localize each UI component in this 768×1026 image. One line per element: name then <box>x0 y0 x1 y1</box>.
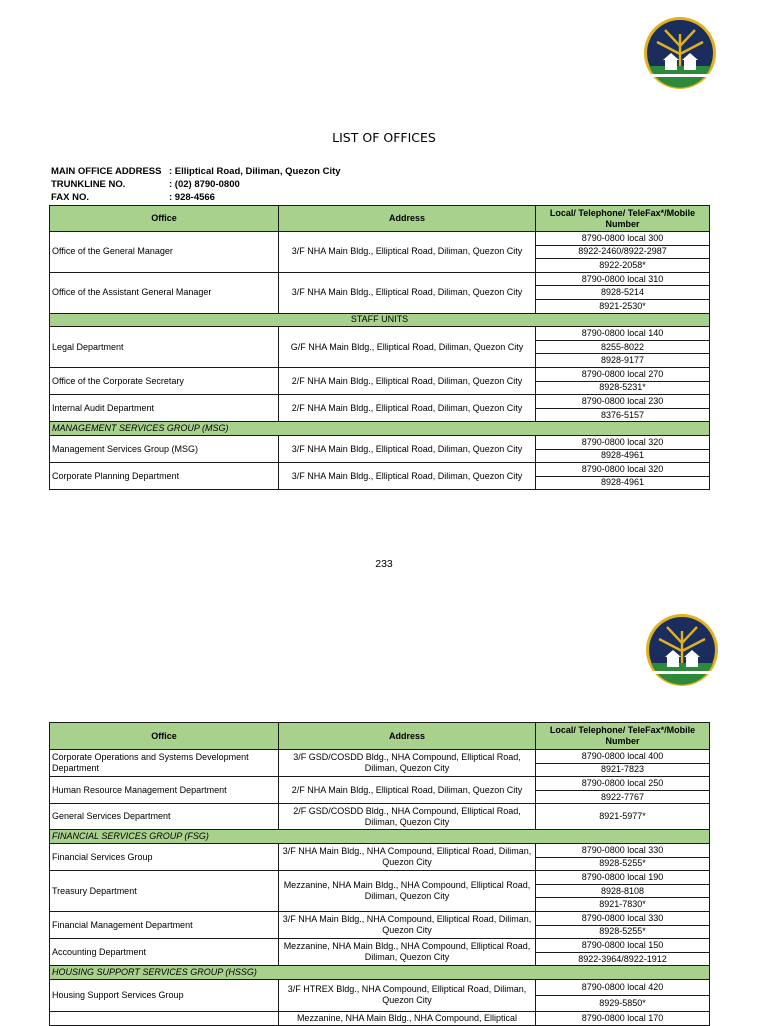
number-cell: 8921-5977* <box>536 804 710 830</box>
number-cell: 8790-0800 local 190 <box>536 871 710 885</box>
header-office: Office <box>50 723 279 750</box>
address-cell: 3/F NHA Main Bldg., NHA Compound, Elliptical Road, Diliman, Quezon City <box>279 911 536 938</box>
table-row <box>50 804 710 830</box>
main-office-value: : Elliptical Road, Diliman, Quezon City <box>169 166 341 177</box>
address-cell: 2/F GSD/COSDD Bldg., NHA Compound, Elliptical Road, Diliman, Quezon City <box>279 804 536 830</box>
address-cell: 3/F GSD/COSDD Bldg., NHA Compound, Elliptical Road, Diliman, Quezon City <box>279 750 536 777</box>
table-row <box>50 272 710 286</box>
address-cell: 3/F NHA Main Bldg., Elliptical Road, Diliman, Quezon City <box>279 435 536 462</box>
number-cell: 8790-0800 local 250 <box>536 777 710 791</box>
address-cell: 2/F NHA Main Bldg., Elliptical Road, Diliman, Quezon City <box>279 395 536 422</box>
hssg-group-label: HOUSING SUPPORT SERVICES GROUP (HSSG) <box>50 966 710 980</box>
staff-units-label: STAFF UNITS <box>50 313 710 327</box>
number-cell: 8790-0800 local 420 <box>536 979 710 995</box>
trunkline-value: : (02) 8790-0800 <box>169 179 240 190</box>
number-cell: 8921-7823 <box>536 763 710 777</box>
table-row <box>50 232 710 246</box>
number-cell: 8928-9177 <box>536 354 710 368</box>
fax-label: FAX NO. <box>51 192 90 203</box>
table-row <box>50 843 710 857</box>
address-cell: Mezzanine, NHA Main Bldg., NHA Compound, Elliptical Road, Diliman, Quezon City <box>279 939 536 966</box>
table-row <box>50 777 710 791</box>
msg-group-label: MANAGEMENT SERVICES GROUP (MSG) <box>50 422 710 436</box>
office-cell: Accounting Department <box>50 939 279 966</box>
nha-logo <box>643 16 717 90</box>
table-row <box>50 395 710 409</box>
address-cell: Mezzanine, NHA Main Bldg., NHA Compound, Elliptical Road, Diliman, Quezon City <box>279 871 536 912</box>
number-cell: 8928-5214 <box>536 286 710 300</box>
number-cell: 8928-5255* <box>536 925 710 939</box>
table-row <box>50 871 710 885</box>
address-cell: 2/F NHA Main Bldg., Elliptical Road, Diliman, Quezon City <box>279 367 536 394</box>
address-cell: 3/F NHA Main Bldg., Elliptical Road, Diliman, Quezon City <box>279 463 536 490</box>
nha-logo <box>645 613 719 687</box>
number-cell: 8790-0800 local 300 <box>536 232 710 246</box>
main-office-info <box>51 165 341 204</box>
group-row <box>50 830 710 844</box>
table-row <box>50 979 710 995</box>
number-cell: 8790-0800 local 170 <box>536 1011 710 1025</box>
number-cell: 8790-0800 local 400 <box>536 750 710 764</box>
office-cell: Corporate Operations and Systems Development Department <box>50 750 279 777</box>
number-cell: 8928-8108 <box>536 884 710 898</box>
office-cell: Office of the Corporate Secretary <box>50 367 279 394</box>
office-cell: Housing Support Services Group <box>50 979 279 1011</box>
address-cell: 2/F NHA Main Bldg., Elliptical Road, Diliman, Quezon City <box>279 777 536 804</box>
office-cell: Financial Management Department <box>50 911 279 938</box>
table-header <box>50 206 710 232</box>
number-cell: 8790-0800 local 270 <box>536 367 710 381</box>
table-row <box>50 367 710 381</box>
number-cell: 8922-2460/8922-2987 <box>536 245 710 259</box>
address-cell: G/F NHA Main Bldg., Elliptical Road, Diliman, Quezon City <box>279 327 536 368</box>
number-cell: 8790-0800 local 330 <box>536 911 710 925</box>
group-row <box>50 422 710 436</box>
offices-table-2 <box>49 722 710 1026</box>
number-cell: 8922-2058* <box>536 259 710 273</box>
number-cell: 8376-5157 <box>536 408 710 422</box>
number-cell: 8790-0800 local 150 <box>536 939 710 953</box>
table-row <box>50 911 710 925</box>
group-row <box>50 966 710 980</box>
number-cell: 8922-3964/8922-1912 <box>536 952 710 966</box>
office-cell: General Services Department <box>50 804 279 830</box>
address-cell: Mezzanine, NHA Main Bldg., NHA Compound, Elliptical <box>279 1011 536 1025</box>
address-cell: 3/F NHA Main Bldg., NHA Compound, Elliptical Road, Diliman, Quezon City <box>279 843 536 870</box>
office-cell <box>50 1011 279 1025</box>
number-cell: 8928-5255* <box>536 857 710 871</box>
office-cell: Treasury Department <box>50 871 279 912</box>
header-address: Address <box>279 206 536 232</box>
table-row <box>50 435 710 449</box>
number-cell: 8929-5850* <box>536 995 710 1011</box>
office-cell: Financial Services Group <box>50 843 279 870</box>
table-row <box>50 750 710 764</box>
address-cell: 3/F HTREX Bldg., NHA Compound, Elliptical Road, Diliman, Quezon City <box>279 979 536 1011</box>
offices-table-1 <box>49 205 710 490</box>
page-title: LIST OF OFFICES <box>332 130 436 145</box>
number-cell: 8790-0800 local 320 <box>536 463 710 477</box>
office-cell: Internal Audit Department <box>50 395 279 422</box>
number-cell: 8928-5231* <box>536 381 710 395</box>
number-cell: 8790-0800 local 310 <box>536 272 710 286</box>
number-cell: 8928-4961 <box>536 449 710 463</box>
table-row <box>50 463 710 477</box>
fsg-group-label: FINANCIAL SERVICES GROUP (FSG) <box>50 830 710 844</box>
address-cell: 3/F NHA Main Bldg., Elliptical Road, Diliman, Quezon City <box>279 232 536 273</box>
number-cell: 8921-2530* <box>536 299 710 313</box>
table-row <box>50 939 710 953</box>
header-number: Local/ Telephone/ TeleFax*/Mobile Number <box>536 723 710 750</box>
table-header <box>50 723 710 750</box>
number-cell: 8921-7830* <box>536 898 710 912</box>
office-cell: Management Services Group (MSG) <box>50 435 279 462</box>
page-number: 233 <box>375 558 393 570</box>
section-row <box>50 313 710 327</box>
main-office-label: MAIN OFFICE ADDRESS <box>51 166 162 177</box>
address-cell: 3/F NHA Main Bldg., Elliptical Road, Diliman, Quezon City <box>279 272 536 313</box>
office-cell: Office of the Assistant General Manager <box>50 272 279 313</box>
number-cell: 8790-0800 local 230 <box>536 395 710 409</box>
office-cell: Legal Department <box>50 327 279 368</box>
number-cell: 8790-0800 local 330 <box>536 843 710 857</box>
office-cell: Corporate Planning Department <box>50 463 279 490</box>
table-row <box>50 327 710 341</box>
office-cell: Human Resource Management Department <box>50 777 279 804</box>
fax-value: : 928-4566 <box>169 192 215 203</box>
header-office: Office <box>50 206 279 232</box>
number-cell: 8790-0800 local 140 <box>536 327 710 341</box>
table-row <box>50 1011 710 1025</box>
number-cell: 8255-8022 <box>536 340 710 354</box>
number-cell: 8922-7767 <box>536 790 710 804</box>
office-cell: Office of the General Manager <box>50 232 279 273</box>
number-cell: 8790-0800 local 320 <box>536 435 710 449</box>
number-cell: 8928-4961 <box>536 476 710 490</box>
header-address: Address <box>279 723 536 750</box>
trunkline-label: TRUNKLINE NO. <box>51 179 126 190</box>
header-number: Local/ Telephone/ TeleFax*/Mobile Number <box>536 206 710 232</box>
